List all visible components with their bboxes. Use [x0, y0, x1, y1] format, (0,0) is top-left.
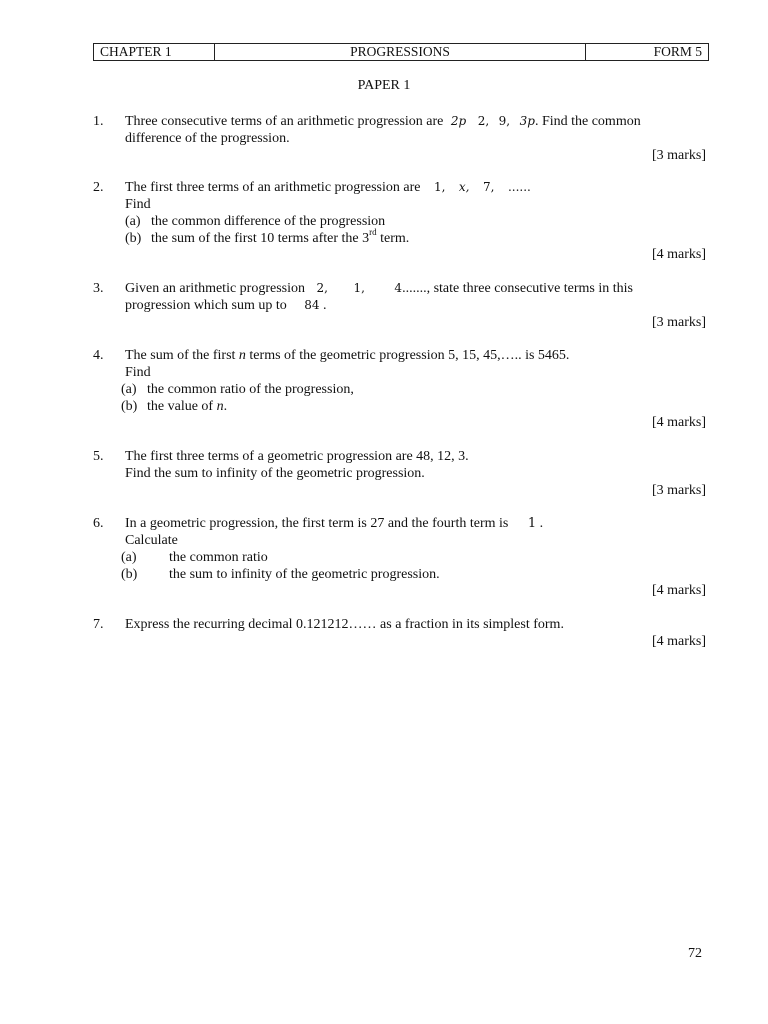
fourth-term: 1	[527, 516, 537, 531]
paper-title: PAPER 1	[357, 78, 411, 93]
question-number: 6.	[93, 516, 104, 531]
term: 7,	[483, 180, 495, 194]
term: 1,	[433, 180, 446, 194]
question-line: Find the sum to infinity of the geometric progression.	[125, 466, 425, 481]
form-label: FORM 5	[586, 44, 709, 61]
marks: [4 marks]	[651, 634, 706, 649]
question-line: The sum of the first n terms of the geometric progression 5, 15, 45,….. is 5465.	[125, 348, 570, 363]
page-number: 72	[688, 946, 702, 961]
term: 2,	[477, 114, 490, 128]
chapter-label: CHAPTER 1	[94, 44, 215, 61]
question-line: The first three terms of a geometric progression are 48, 12, 3.	[125, 449, 469, 464]
marks: [4 marks]	[651, 247, 706, 262]
question-line: In a geometric progression, the first term is 27 and the fourth term is 1 .	[125, 516, 544, 531]
part-a: (a) the common ratio of the progression,	[121, 382, 354, 397]
term: 4	[394, 281, 403, 295]
term: 1,	[353, 281, 365, 295]
question-line: The first three terms of an arithmetic progression are 1, x, 7, ......	[125, 180, 531, 195]
marks: [3 marks]	[651, 148, 706, 163]
part-a: (a) the common difference of the progression	[125, 214, 386, 229]
question-number: 3.	[93, 281, 104, 296]
question-number: 4.	[93, 348, 104, 363]
sum-value: 84	[304, 298, 320, 312]
marks: [3 marks]	[651, 483, 706, 498]
part-b: (b) the value of n.	[121, 399, 228, 414]
find-label: Find	[125, 365, 151, 380]
header-table	[93, 43, 709, 61]
term: 2,	[316, 281, 328, 295]
part-b: (b) the sum of the first 10 terms after the 3rd term.	[125, 227, 410, 246]
part-a: (a) the common ratio	[121, 550, 268, 565]
question-line: Three consecutive terms of an arithmetic progression are 2p 2, 9, 3p. Find the common	[125, 114, 641, 129]
marks: [4 marks]	[651, 415, 706, 430]
question-number: 7.	[93, 617, 104, 632]
question-number: 5.	[93, 449, 104, 464]
calculate-label: Calculate	[125, 533, 178, 548]
term: 3p	[519, 114, 535, 128]
question-line: Express the recurring decimal 0.121212…… as a fraction in its simplest form.	[125, 617, 564, 632]
find-label: Find	[125, 197, 151, 212]
question-line: difference of the progression.	[125, 131, 290, 146]
term: 9,	[498, 114, 511, 128]
term: ......	[507, 180, 531, 194]
part-b: (b) the sum to infinity of the geometric progression.	[121, 567, 440, 582]
term: x,	[458, 180, 470, 194]
topic-label: PROGRESSIONS	[215, 44, 586, 61]
question-line: progression which sum up to 84 .	[125, 298, 327, 313]
question-line: Given an arithmetic progression 2, 1, 4......., state three consecutive terms in this	[125, 281, 634, 296]
marks: [4 marks]	[651, 583, 706, 598]
marks: [3 marks]	[651, 315, 706, 330]
question-number: 2.	[93, 180, 104, 195]
term: 2p	[450, 114, 467, 128]
question-number: 1.	[93, 114, 104, 129]
